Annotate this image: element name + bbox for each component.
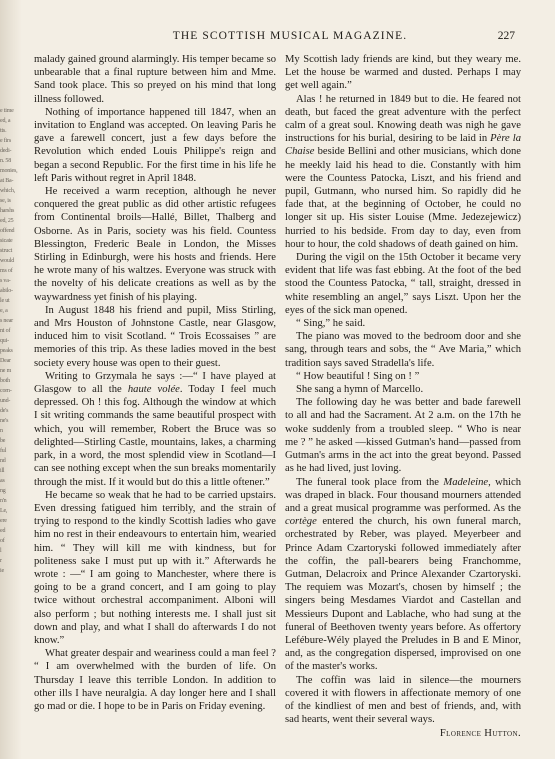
gutter-fragment: ed, 25 (0, 218, 14, 224)
right-column (285, 53, 521, 741)
gutter-fragment: would (0, 258, 15, 264)
gutter-fragment: monies, (0, 168, 18, 174)
gutter-fragment: ere (0, 518, 7, 524)
gutter-fragment: ed, a (0, 118, 11, 124)
gutter-fragment: dedi- (0, 148, 12, 154)
gutter-fragment: which, (0, 188, 15, 194)
gutter-fragment: und- (0, 398, 11, 404)
gutter-fragment: nd (0, 458, 6, 464)
gutter-fragment: Dear (0, 358, 11, 364)
gutter-fragment: peaks (0, 348, 13, 354)
gutter-fragment: e time (0, 108, 14, 114)
gutter-fragment: se, is (0, 198, 11, 204)
paragraph-text: Writing to Grzymala he says :—“ I have played at Glasgow to all the (34, 370, 276, 396)
paragraph: The piano was moved to the bedroom door and she sang, through tears and sobs, the “ Ave Maria,” which tradition says saved Stradella's life. (285, 331, 521, 369)
paragraph: He became so weak that he had to be carried upstairs. Even dressing fatigued him terribly, and the strain of trying to respond to the kindly Scottish ladies who gave him no rest in their endeavours to entertain him, wearied him. “ They will kill me with kindness, but for politeness sake I must put up with it.” Afterwards he wrote : —“ I am going to Manchester, where there is going to be a grand concert, and I am going to play twice without orchestral accompaniment. Alboni will also perform ; but nothing interests me. I shall just sit down and play, and what I shall do afterwards I do not know.” (34, 489, 276, 646)
italic-term: haute volée (127, 384, 180, 396)
paragraph: During the vigil on the 15th October it became very evident that life was fast ebbing. At the foot of the bed stood the Countess Patocka, “ tall, straight, dressed in white resembling an angel,” says Liszt. Upon her the eyes of the sick man opened. (285, 252, 521, 316)
gutter-fragment: s near (0, 318, 13, 324)
gutter-fragment: ne's (0, 418, 9, 424)
gutter-fragment: offend (0, 228, 15, 234)
gutter-fragment: corn- (0, 388, 12, 394)
gutter-fragment: qui- (0, 338, 9, 344)
running-header (0, 30, 555, 46)
gutter-fragment: abilo- (0, 288, 13, 294)
gutter-fragment: de's (0, 408, 9, 414)
paragraph: “ Sing,” he said. (296, 318, 366, 330)
gutter-fragment: ng (0, 488, 6, 494)
paragraph: “ How beautiful ! Sing on ! ” (296, 370, 420, 382)
italic-term: Père la Chaise (285, 133, 521, 158)
gutter-fragment: ms of (0, 268, 13, 274)
left-column (34, 53, 276, 713)
paragraph-text: . Today I feel much depressed. Oh ! this fog. Although the window at which I sit writing commands the same beautiful prospect with which, you will remember, Robert the Bruce was so delighted—Stirling Castle, mountains, lakes, a charming park, in a word, the most splendid view in Scotland—I can see nothing except when the sun breaks momentarily through the mist. If it would but do this a little oftener.” (34, 384, 276, 488)
paragraph (285, 93, 521, 251)
paragraph: The coffin was laid in silence—the mourners covered it with flowers in affectionate memory of one of the kindliest of men and best of friends, and, with sad hearts, went their several ways. (285, 674, 521, 726)
paragraph: The following day he was better and bade farewell to all and had the Sacrament. At 2 a.m. on the 17th he woke suddenly from a troubled sleep. “ Who is near me ? ” he asked —kissed Gutman's hand—passed from Gutman's arms in the act into the great beyond. Passed as he had lived, just loving. (285, 397, 521, 475)
author-signature: Florence Hutton. (439, 728, 521, 740)
gutter-fragment: r (0, 558, 2, 564)
paragraph-text: entered the church, his own funeral march, orchestrated by Reber, was played. Meyerbeer and Prince Adam Czartoryski followed immediately after the coffin, the pall-bearers being Franchomme, Gutman, Delacroix and Prince Alexander Czartoryski. The requiem was Mozart's, chosen by himself ; the singers being Mesdames Viardot and Castellan and Messieurs Dupont and Lablache, who had sung at the funeral of Beethoven twenty years before. As offertory Lefébure-Wély played the Preludes in B and E Minor, and, as the congregation dispersed, improvised on one of the master's works. (285, 516, 521, 673)
italic-term: Madeleine (443, 476, 489, 488)
gutter-fragment: n'n (0, 498, 7, 504)
gutter-fragment: Le, (0, 508, 8, 514)
gutter-fragment: struct (0, 248, 13, 254)
gutter-fragment: e firs (0, 138, 11, 144)
gutter-fragment: of (0, 538, 5, 544)
gutter-fragment: l (0, 548, 2, 554)
paragraph: What greater despair and weariness could a man feel ? “ I am overwhelmed with the burden of life. On Thursday I leave this terrible London. In addition to other ills I have neuralgia. A day longer here and I shall go mad or die. I hope to be in Paris on Friday evening. (34, 648, 276, 712)
paragraph: He received a warm reception, although he never conquered the great public as did other artistic refugees from Continental broils—Hallé, Billet, Thalberg and Osborne. As in Paris, society was his field. Countess Blessington, Frederic Beale in London, the Misses Stirling in Edinburgh, were his hosts and friends. Here he wrote many of his waltzes. Everyone was struck with the novelty of his delicate creations as well as by the waywardness yet finish of his playing. (34, 186, 276, 303)
paragraph (34, 370, 276, 489)
paragraph-text: beside Bellini and other musicians, which done he meekly laid his head to die. Constantly with him were the Countess Patocka, Liszt, and his friend and pupil, Gutmann, who nursed him. So rapidly did he fade that, at the beginning of October, he could no longer sit up. His sister Louise (Mme. Jedezejewicz) hurried to his bedside. From day to day, even from hour to hour, the cold shadows of death gained on him. (285, 146, 521, 250)
paragraph: My Scottish lady friends are kind, but they weary me. Let the house be warmed and dusted. Perhaps I may get well again.” (285, 54, 521, 92)
gutter-fragment: e, a (0, 308, 8, 314)
gutter-fragment: s va- (0, 278, 11, 284)
gutter-fragment: ne m (0, 368, 12, 374)
paragraph-text: The funeral took place from the (296, 476, 444, 488)
gutter-fragment: le ut (0, 298, 10, 304)
page-number: 227 (497, 30, 515, 42)
paragraph: malady gained ground alarmingly. His temper became so unbearable that a final rupture between him and Mme. Sand took place. This so preyed on his mind that long illness followed. (34, 54, 276, 105)
gutter-fragment: sicate (0, 238, 13, 244)
gutter-fragment: n. 58 (0, 158, 12, 164)
gutter-fragment: ed (0, 528, 6, 534)
gutter-fragment: at Ba- (0, 178, 14, 184)
gutter-fragment: both (0, 378, 10, 384)
paragraph: Nothing of importance happened till 1847, when an invitation to England was accepted. On leaving Paris he gave a farewell concert, just a few days before the Revolution which ended Louis Philippe's reign and began a second Republic. For the first time in his life he left Paris without regret in April 1848. (34, 106, 276, 184)
gutter-fragment: tts. (0, 128, 7, 134)
gutter-fragment: be (0, 438, 6, 444)
adjacent-page-edge-text (0, 108, 20, 708)
gutter-fragment: as (0, 478, 5, 484)
gutter-fragment: harshs (0, 208, 15, 214)
gutter-fragment: ie (0, 568, 4, 574)
gutter-fragment: n (0, 428, 3, 434)
italic-term: cortège (285, 516, 317, 528)
paragraph-text: , which was draped in black. Four thousand mourners attended and a great musical programme was performed. As the (285, 476, 521, 514)
magazine-title: THE SCOTTISH MUSICAL MAGAZINE. (172, 30, 408, 42)
paragraph: She sang a hymn of Marcello. (296, 384, 424, 396)
gutter-fragment: ful (0, 448, 7, 454)
paragraph: In August 1848 his friend and pupil, Miss Stirling, and Mrs Houston of Johnstone Castle, near Glasgow, induced him to visit Scotland. “ Trois Ecossaises ” are memories of this trip. As these ladies moved in the best society every house was open to their guest. (34, 304, 276, 369)
paragraph (285, 476, 521, 674)
gutter-fragment: ill (0, 468, 5, 474)
gutter-fragment: nt of (0, 328, 11, 334)
paragraph-text: Alas ! he returned in 1849 but to die. He feared not death, but faced the great adventure with the perfect calm of a great soul. Knowing death was nigh he gave instructions for his burial, desiring to be laid in (285, 93, 521, 145)
